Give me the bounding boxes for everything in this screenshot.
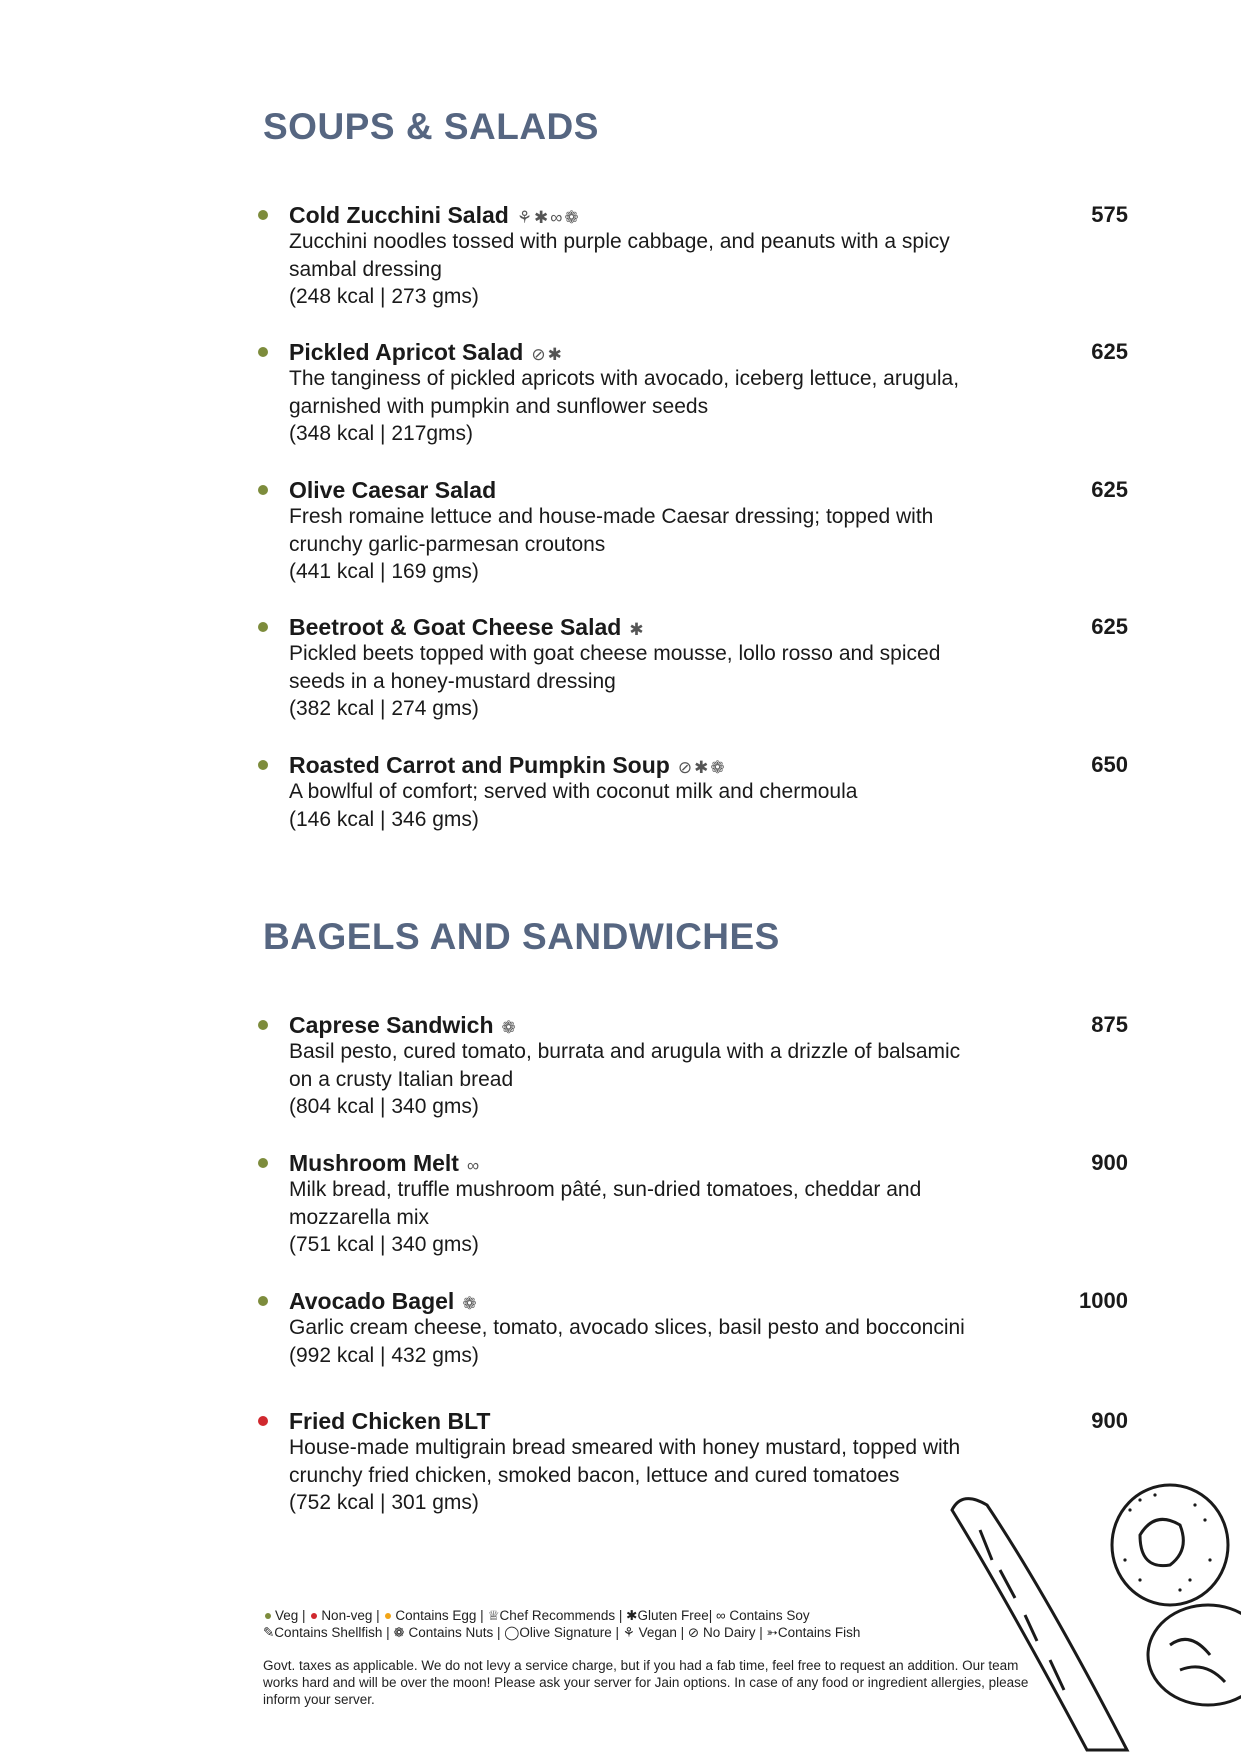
section-title-soups: SOUPS & SALADS <box>263 106 599 147</box>
item-nutrition: (441 kcal | 169 gms) <box>289 560 479 583</box>
veg-dot-icon <box>258 210 268 220</box>
tax-note: Govt. taxes as applicable. We do not levy a service charge, but if you had a fab time, feel free to request an addition. Our team works hard and will be over the moon! Please ask your server for Jain options. In case of any food or ingredient allergies, please inform your server. <box>263 1658 1029 1707</box>
item-description: Garlic cream cheese, tomato, avocado slices, basil pesto and bocconcini (992 kcal | 432 gms) <box>289 1316 965 1367</box>
dietary-icons: ✱ <box>629 620 646 639</box>
item-description: Fresh romaine lettuce and house-made Caesar dressing; topped with crunchy garlic-parmesan croutons (441 kcal | 169 gms) <box>289 505 934 583</box>
dietary-icons: ❁ <box>462 1294 479 1313</box>
item-description: Milk bread, truffle mushroom pâté, sun-dried tomatoes, cheddar and mozzarella mix (751 kcal | 340 gms) <box>289 1178 922 1256</box>
item-name: Cold Zucchini Salad ⚘✱∞❁ <box>289 202 581 228</box>
item-price: 900 <box>1091 1150 1128 1175</box>
item-description: A bowlful of comfort; served with coconut milk and chermoula (146 kcal | 346 gms) <box>289 780 858 831</box>
croissant-outline <box>1148 1605 1241 1705</box>
item-nutrition: (248 kcal | 273 gms) <box>289 285 479 308</box>
item-description: Pickled beets topped with goat cheese mousse, lollo rosso and spiced seeds in a honey-mustard dressing (382 kcal | 274 gms) <box>289 642 941 720</box>
veg-dot-icon <box>258 1158 268 1168</box>
item-name: Olive Caesar Salad <box>289 477 497 503</box>
nonveg-dot-icon <box>258 1416 268 1426</box>
bagel-outline <box>1112 1485 1228 1605</box>
item-price: 650 <box>1091 752 1128 777</box>
legend-row-1: Veg | Non-veg | Contains Egg | ♕Chef Recommends | ✱Gluten Free| ∞ Contains Soy <box>263 1607 860 1624</box>
item-price: 875 <box>1091 1012 1128 1037</box>
veg-dot-icon <box>265 1613 271 1619</box>
item-price: 625 <box>1091 339 1128 364</box>
item-description: Zucchini noodles tossed with purple cabbage, and peanuts with a spicy sambal dressing (248 kcal | 273 gms) <box>289 230 950 308</box>
item-name: Roasted Carrot and Pumpkin Soup ⊘✱❁ <box>289 752 727 778</box>
item-name: Caprese Sandwich ❁ <box>289 1012 518 1038</box>
baguette-outline <box>952 1499 1127 1750</box>
veg-dot-icon <box>258 622 268 632</box>
item-nutrition: (348 kcal | 217gms) <box>289 422 474 445</box>
item-price: 625 <box>1091 477 1128 502</box>
item-nutrition: (146 kcal | 346 gms) <box>289 807 479 831</box>
item-name: Fried Chicken BLT <box>289 1408 491 1434</box>
veg-dot-icon <box>258 1296 268 1306</box>
item-nutrition: (992 kcal | 432 gms) <box>289 1343 479 1367</box>
egg-dot-icon <box>385 1613 391 1619</box>
veg-dot-icon <box>258 760 268 770</box>
item-price: 575 <box>1091 202 1128 227</box>
item-description: House-made multigrain bread smeared with honey mustard, topped with crunchy fried chicken, smoked bacon, lettuce and cured tomatoes (752 kcal | 301 gms) <box>289 1436 961 1514</box>
dietary-icons: ❁ <box>501 1018 518 1037</box>
item-nutrition: (382 kcal | 274 gms) <box>289 697 479 720</box>
veg-dot-icon <box>258 1020 268 1030</box>
item-price: 1000 <box>1079 1288 1128 1313</box>
item-name: Avocado Bagel ❁ <box>289 1288 479 1314</box>
dietary-icons: ⊘✱ <box>531 345 564 364</box>
item-price: 625 <box>1091 614 1128 639</box>
dietary-icons: ⊘✱❁ <box>677 758 727 777</box>
veg-dot-icon <box>258 485 268 495</box>
legend-row-2: ✎Contains Shellfish | ❁ Contains Nuts | ◯Olive Signature | ⚘ Vegan | ⊘ No Dairy | ➳Contains Fish <box>263 1625 861 1640</box>
bagel-hole <box>1140 1519 1183 1565</box>
croissant-lines <box>1170 1639 1225 1682</box>
item-description: The tanginess of pickled apricots with avocado, iceberg lettuce, arugula, garnished with pumpkin and sunflower seeds (348 kcal | 217gms) <box>289 367 960 445</box>
item-price: 900 <box>1091 1408 1128 1433</box>
veg-dot-icon <box>258 347 268 357</box>
dietary-icons: ∞ <box>466 1156 482 1175</box>
section-title-bagels: BAGELS AND SANDWICHES <box>263 916 780 957</box>
item-description: Basil pesto, cured tomato, burrata and arugula with a drizzle of balsamic on a crusty Italian bread (804 kcal | 340 gms) <box>289 1040 961 1118</box>
item-nutrition: (752 kcal | 301 gms) <box>289 1491 479 1514</box>
item-name: Beetroot & Goat Cheese Salad ✱ <box>289 614 646 640</box>
dietary-legend <box>263 1607 860 1641</box>
item-nutrition: (751 kcal | 340 gms) <box>289 1233 479 1256</box>
nonveg-dot-icon <box>311 1613 317 1619</box>
item-nutrition: (804 kcal | 340 gms) <box>289 1095 479 1118</box>
dietary-icons: ⚘✱∞❁ <box>516 208 581 227</box>
item-name: Pickled Apricot Salad ⊘✱ <box>289 339 564 365</box>
item-name: Mushroom Melt ∞ <box>289 1150 482 1176</box>
